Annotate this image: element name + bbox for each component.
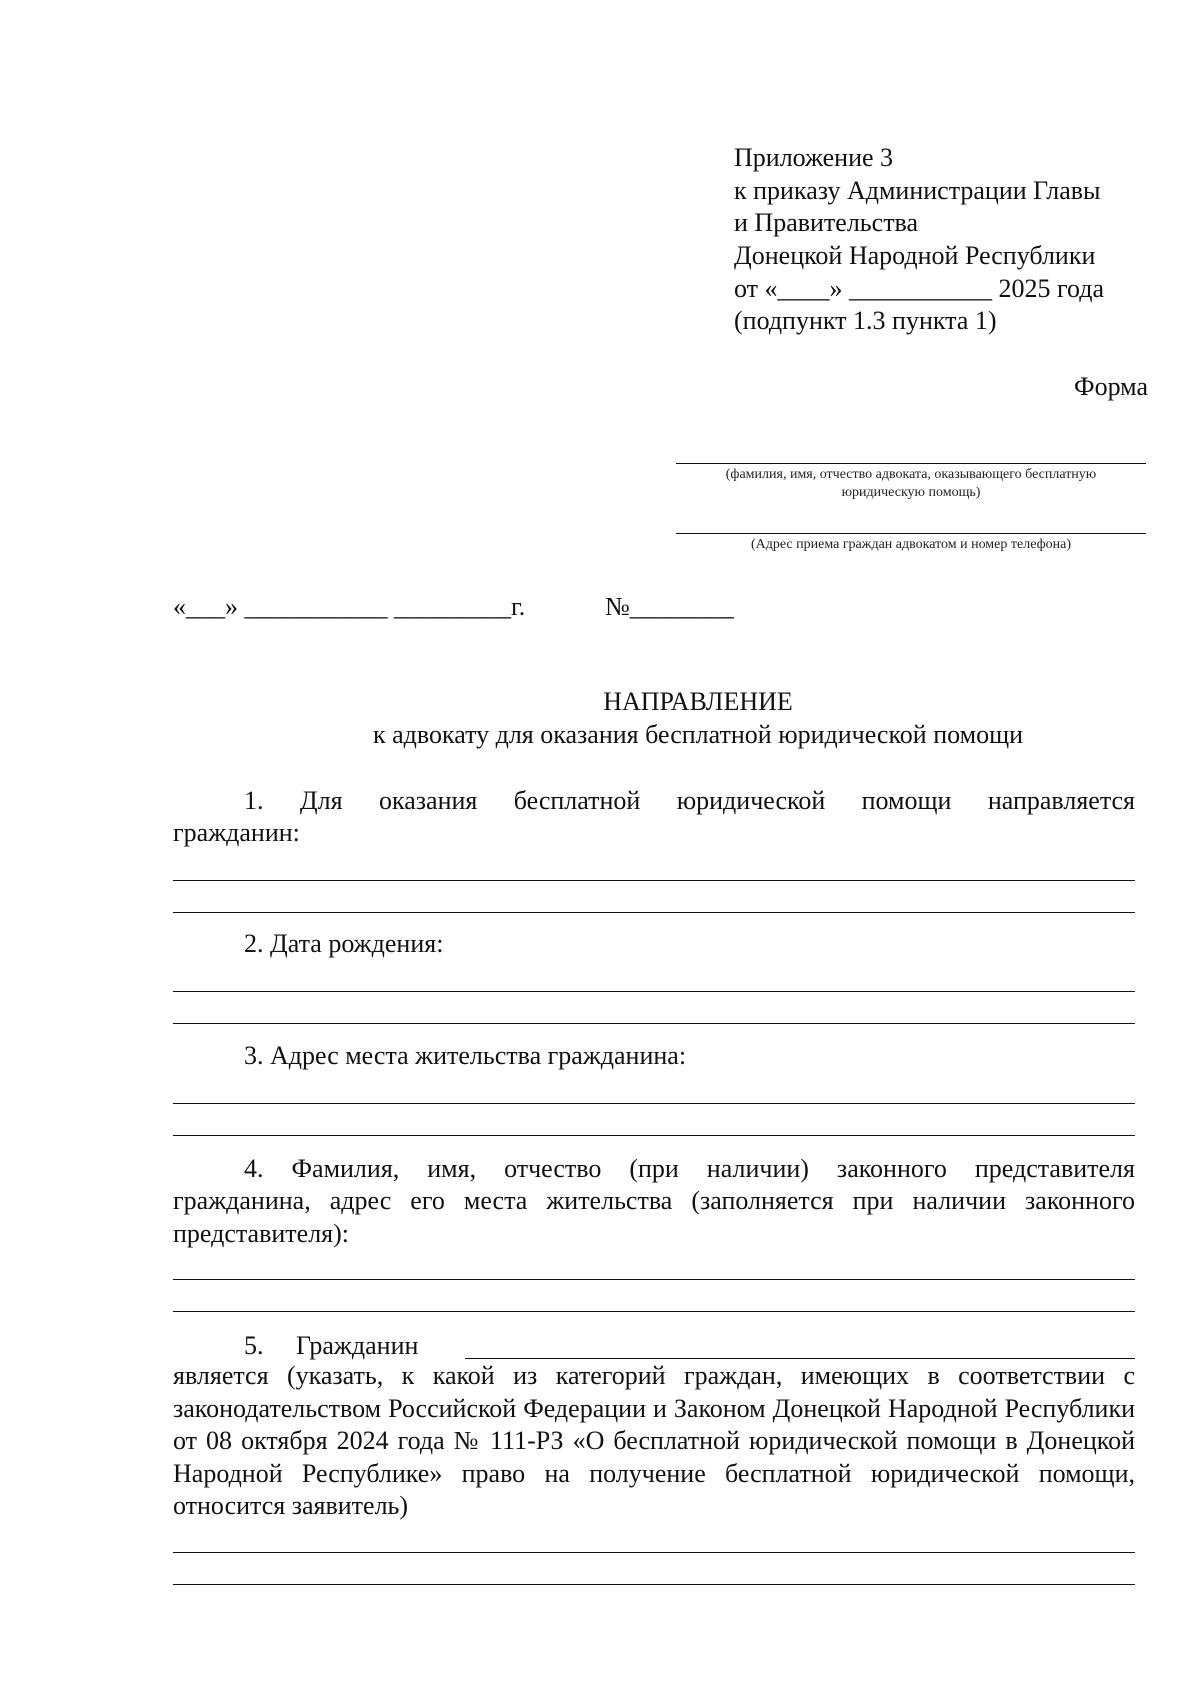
item-4-fill-line[interactable] [173,1311,1135,1312]
appendix-label: Приложение 3 [734,143,894,172]
item-2-fill-line[interactable] [173,1023,1135,1024]
item-3-fill-line[interactable] [173,1103,1135,1104]
lawyer-name-line[interactable] [676,463,1146,464]
item-5-label: Гражданин [296,1331,419,1360]
item-5-number: 5. [244,1331,264,1360]
government-line: и Правительства [734,208,919,237]
document-title: НАПРАВЛЕНИЕ [603,687,793,716]
item-5-fill-line[interactable] [173,1552,1135,1553]
item-1-fill-line[interactable] [173,880,1135,881]
item-4-text-line-2: гражданина, адрес его места жительства (заполняется при наличии законного [173,1186,1135,1215]
item-3-label: 3. Адрес места жительства гражданина: [244,1041,687,1070]
republic-line: Донецкой Народной Республики [734,241,1096,270]
item-1-text-line-2: гражданин: [173,818,300,847]
subclause-line: (подпункт 1.3 пункта 1) [734,306,997,335]
item-1-fill-line[interactable] [173,912,1135,913]
order-reference: к приказу Администрации Главы [734,176,1101,205]
lawyer-name-caption-2: юридическую помощь) [841,485,981,500]
item-2-fill-line[interactable] [173,991,1135,992]
form-label: Форма [1074,372,1148,401]
citizen-name-line[interactable] [465,1358,1135,1359]
item-2-label: 2. Дата рождения: [244,929,444,958]
document-subtitle: к адвокату для оказания бесплатной юридической помощи [372,720,1024,749]
item-4-text-line-3: представителя): [173,1219,350,1248]
item-4-text-line-1: 4. Фамилия, имя, отчество (при наличии) законного представителя [244,1154,1135,1183]
item-5-fill-line[interactable] [173,1584,1135,1585]
lawyer-address-caption: (Адрес приема граждан адвокатом и номер телефона) [750,537,1072,552]
item-1-text-line-1: 1. Для оказания бесплатной юридической помощи направляется [244,786,1135,815]
item-4-fill-line[interactable] [173,1279,1135,1280]
lawyer-name-caption-1: (фамилия, имя, отчество адвоката, оказывающего бесплатную [725,467,1097,482]
item-5-text: является (указать, к какой из категорий граждан, имеющих в соответствии с законодательством Российской Федерации и Законом Донецкой Народной Республики от 08 октября 2024 года № 111-РЗ «О бесплатной юридической помощи в Донецкой Народной Республике» право на получение бесплатной юридической помощи, относится заявитель) [173,1361,1135,1520]
date-field[interactable]: «___» ___________ _________г. [173,592,526,621]
lawyer-address-line[interactable] [676,533,1146,534]
number-field[interactable]: №________ [605,592,734,621]
order-date-line: от «____» ___________ 2025 года [734,274,1105,303]
item-3-fill-line[interactable] [173,1135,1135,1136]
